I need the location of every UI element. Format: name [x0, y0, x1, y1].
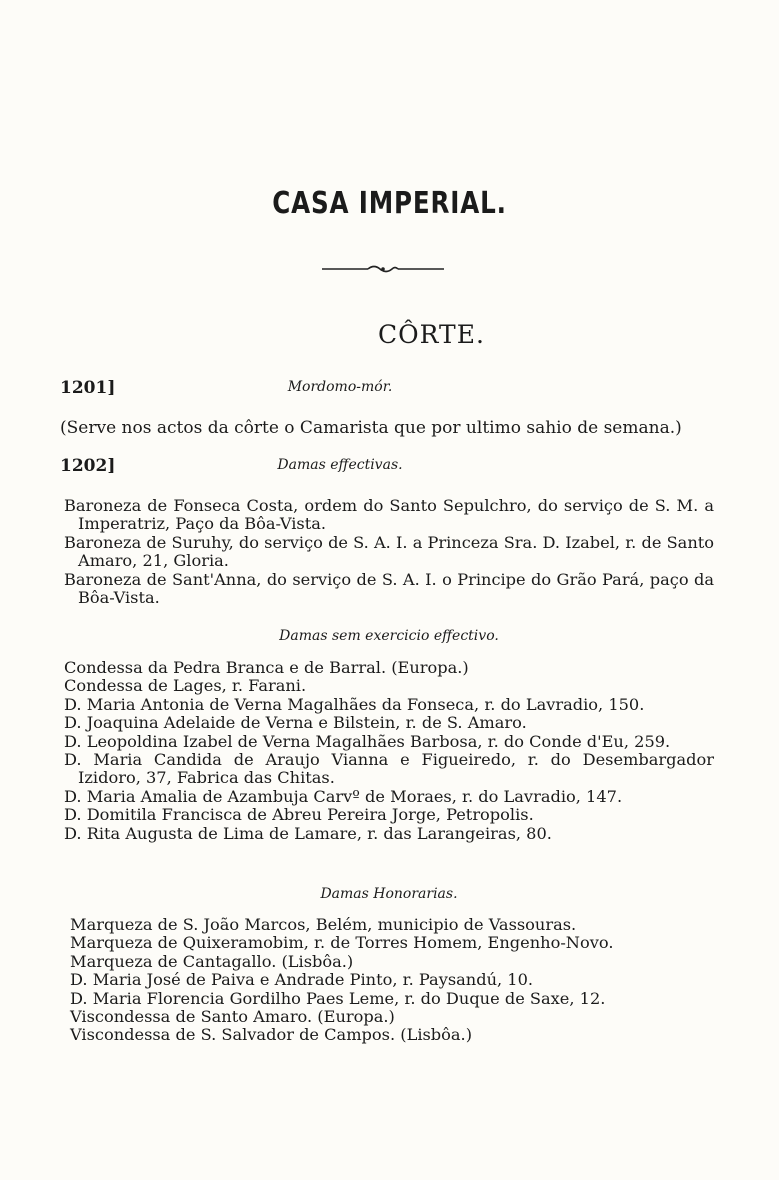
- damas-effectivas-list: [64, 497, 714, 607]
- subsection-title: Damas Honorarias.: [320, 886, 458, 902]
- list-item: Condessa de Lages, r. Farani.: [64, 676, 307, 696]
- honorarias-list: [70, 916, 720, 1045]
- ornament-divider: [322, 262, 444, 276]
- list-item: D. Maria Amalia de Azambuja Carvº de Moraes, r. do Lavradio, 147.: [64, 786, 623, 806]
- list-item: D. Leopoldina Izabel de Verna Magalhães Barbosa, r. do Conde d'Eu, 259.: [64, 731, 671, 751]
- list-item: Marqueza de Quixeramobim, r. de Torres Homem, Engenho-Novo.: [70, 933, 614, 953]
- sem-exercicio-list: [64, 659, 714, 843]
- list-item: Marqueza de Cantagallo. (Lisbôa.): [70, 951, 354, 971]
- entry-number: 1202]: [60, 456, 116, 476]
- list-item: D. Maria José de Paiva e Andrade Pinto, r. Paysandú, 10.: [70, 970, 534, 990]
- list-item: Baroneza de Fonseca Costa, ordem do Santo Sepulchro, do serviço de S. M. a Imperatriz, Paço da Bôa-Vista.: [64, 496, 714, 534]
- list-item: Baroneza de Sant'Anna, do serviço de S. A. I. o Principe do Grão Pará, paço da Bôa-Vista.: [64, 569, 714, 608]
- list-item: Viscondessa de S. Salvador de Campos. (Lisbôa.): [70, 1025, 473, 1045]
- list-item: Baroneza de Suruhy, do serviço de S. A. I. a Princeza Sra. D. Izabel, r. de Santo Amaro, 21, Gloria.: [64, 532, 714, 571]
- section-title: CÔRTE.: [378, 320, 485, 349]
- list-item: Viscondessa de Santo Amaro. (Europa.): [70, 1007, 395, 1027]
- list-item: D. Maria Antonia de Verna Magalhães da Fonseca, r. do Lavradio, 150.: [64, 694, 645, 714]
- list-item: Condessa da Pedra Branca e de Barral. (Europa.): [64, 658, 469, 677]
- list-item: D. Joaquina Adelaide de Verna e Bilstein, r. de S. Amaro.: [64, 713, 527, 733]
- list-item: D. Maria Candida de Araujo Vianna e Figueiredo, r. do Desembargador Izidoro, 37, Fabrica das Chitas.: [64, 750, 714, 788]
- service-note: (Serve nos actos da côrte o Camarista que por ultimo sahio de semana.): [60, 418, 682, 438]
- list-item: D. Domitila Francisca de Abreu Pereira Jorge, Petropolis.: [64, 805, 534, 825]
- list-item: D. Rita Augusta de Lima de Lamare, r. das Larangeiras, 80.: [64, 823, 552, 843]
- entry-label: Mordomo-mór.: [287, 379, 393, 395]
- page-title: CASA IMPERIAL.: [272, 186, 507, 221]
- entry-label: Damas effectivas.: [277, 457, 403, 473]
- entry-number: 1201]: [60, 378, 116, 398]
- list-item: Marqueza de S. João Marcos, Belém, municipio de Vassouras.: [70, 915, 577, 934]
- subsection-title: Damas sem exercicio effectivo.: [279, 628, 499, 644]
- list-item: D. Maria Florencia Gordilho Paes Leme, r. do Duque de Saxe, 12.: [70, 988, 606, 1008]
